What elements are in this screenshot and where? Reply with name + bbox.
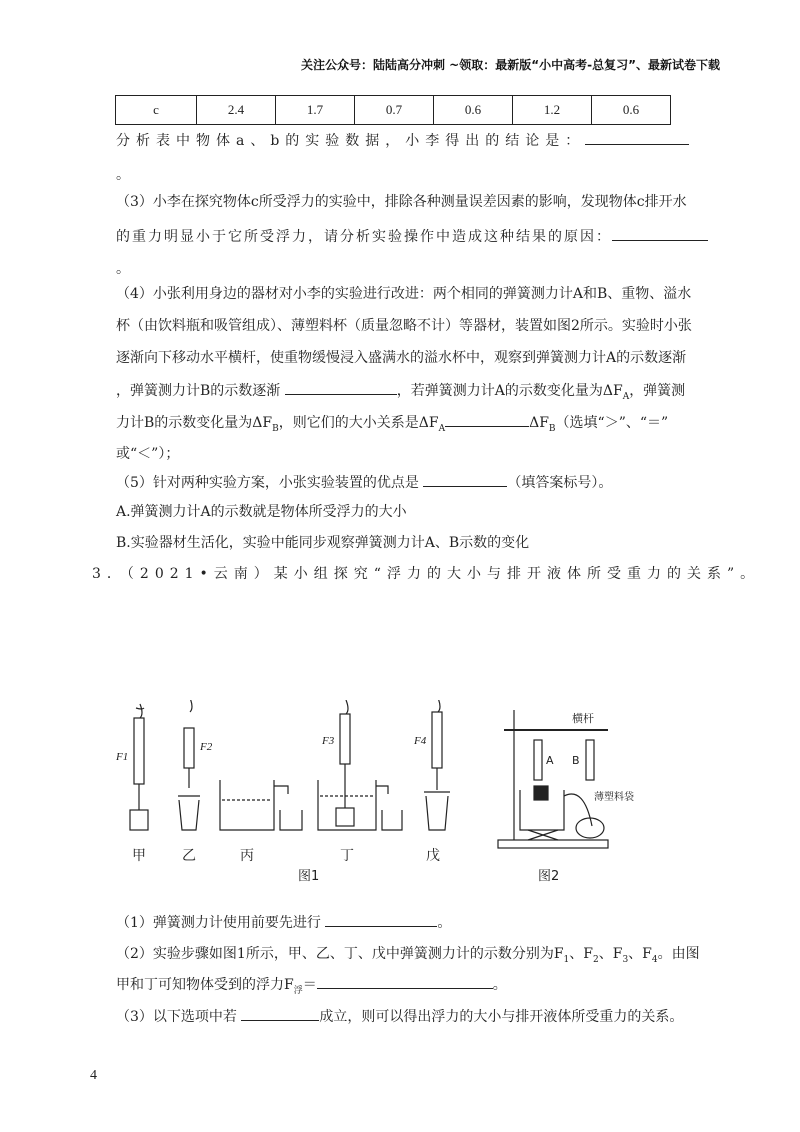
figure-label: 戊: [426, 848, 440, 864]
end-dot: 。: [116, 261, 130, 277]
q4-line-6: 或“＜”）；: [116, 446, 180, 462]
s1-text: 。: [437, 915, 452, 931]
option-a: A.弹簧测力计A的示数就是物体所受浮力的大小: [116, 504, 407, 520]
figure-label: 丁: [340, 848, 354, 864]
answer-blank[interactable]: [445, 412, 529, 427]
option-b: B.实验器材生活化，实验中能同步观察弹簧测力计A、B示数的变化: [116, 535, 530, 551]
s2-text: 甲和丁可知物体受到的浮力F: [116, 977, 294, 993]
table-cell: 0.6: [592, 96, 671, 125]
answer-blank[interactable]: [423, 472, 507, 487]
page-header: 关注公众号：陆陆高分冲刺 ~领取：最新版“小中高考-总复习”、最新试卷下载: [301, 58, 720, 72]
force-label: F2: [200, 741, 213, 753]
q4-text: 力计B的示数变化量为ΔF: [116, 415, 273, 431]
q4-text: ，若弹簧测力计A的示数变化量为ΔF: [396, 383, 623, 399]
s3-text: 成立，则可以得出浮力的大小与排开液体所受重力的关系。: [319, 1009, 684, 1025]
table-cell: c: [116, 96, 197, 125]
answer-blank[interactable]: [317, 974, 493, 989]
table-cell: 2.4: [197, 96, 276, 125]
subscript: B: [548, 423, 556, 434]
table-cell: 0.6: [434, 96, 513, 125]
answer-blank[interactable]: [585, 130, 689, 145]
table-cell: 1.7: [276, 96, 355, 125]
subscript: B: [272, 423, 279, 434]
q2-conclusion-text: 分析表中物体a、b的实验数据，小李得出的结论是：: [116, 133, 586, 149]
force-label: F3: [322, 735, 335, 747]
text-line: [116, 472, 612, 493]
s2-text: 。由图: [657, 946, 700, 962]
figure-experiment: [108, 700, 648, 890]
q4-line-1: （4）小张利用身边的器材对小李的实验进行改进：两个相同的弹簧测力计A和B、重物、溢水: [116, 286, 692, 302]
q4-line-3: 逐渐向下移动水平横杆，使重物缓慢浸入盛满水的溢水杯中，观察到弹簧测力计A的示数逐渐: [116, 350, 687, 366]
subscript: A: [438, 423, 446, 434]
table-cell: 0.7: [355, 96, 434, 125]
s2-text: 。: [492, 977, 507, 993]
scale-b-label: B: [572, 754, 580, 767]
q4-text: ，弹簧测力计B的示数逐渐: [116, 383, 281, 399]
s3-text: （3）以下选项中若: [116, 1009, 237, 1025]
text-line: [116, 1006, 683, 1027]
answer-blank[interactable]: [285, 380, 397, 395]
q5-text: （填答案标号）。: [507, 475, 613, 491]
q3-line-1: （3）小李在探究物体c所受浮力的实验中，排除各种测量误差因素的影响，发现物体c排开水: [116, 194, 687, 210]
table-row: [116, 96, 671, 125]
q4-text: ，则它们的大小关系是ΔF: [278, 415, 439, 431]
scale-a-label: A: [546, 754, 554, 767]
problem-3-title: 3．（2021•云南）某小组探究“浮力的大小与排开液体所受重力的关系”。: [92, 566, 761, 582]
figure-caption: 图1: [298, 869, 320, 884]
q4-text: （选填“＞”、“＝”: [555, 415, 669, 431]
text-line: （2）实验步骤如图1所示，甲、乙、丁、戊中弹簧测力计的示数分别为$F_1$、$F_2$、$F_3$、$F_4$。由图: [116, 946, 700, 965]
text-line: [116, 130, 689, 151]
data-table: [115, 95, 671, 125]
answer-blank[interactable]: [241, 1006, 319, 1021]
figure-label: 甲: [132, 848, 146, 864]
table-cell: 1.2: [513, 96, 592, 125]
figure-caption: 图2: [538, 869, 560, 884]
text-line: [116, 226, 708, 247]
bag-label: 薄塑料袋: [594, 792, 634, 803]
figure-label: 丙: [240, 848, 254, 864]
text-line: [116, 380, 685, 407]
q4-text: ，弹簧测: [629, 383, 686, 399]
crossbar-label: 横杆: [572, 712, 594, 725]
text-line: [116, 974, 507, 1001]
page-number: 4: [90, 1068, 97, 1083]
answer-blank[interactable]: [612, 226, 708, 241]
text-line: [116, 412, 668, 439]
subscript: A: [622, 391, 630, 402]
s2-text: ＝: [302, 977, 317, 993]
s1-text: （1）弹簧测力计使用前要先进行: [116, 915, 321, 931]
q4-line-2: 杯（由饮料瓶和吸管组成）、薄塑料杯（质量忽略不计）等器材，装置如图2所示。实验时小张: [116, 318, 692, 334]
subscript: 浮: [293, 985, 303, 996]
experiment-diagram: [108, 700, 648, 890]
force-label: F4: [414, 735, 427, 747]
end-dot: 。: [116, 167, 130, 183]
text-line: [116, 912, 451, 933]
q5-text: （5）针对两种实验方案，小张实验装置的优点是: [116, 475, 419, 491]
q3-line-2: 的重力明显小于它所受浮力，请分析实验操作中造成这种结果的原因：: [116, 229, 612, 245]
q4-text: ΔF: [529, 415, 549, 431]
force-label: F1: [116, 751, 129, 763]
answer-blank[interactable]: [325, 912, 437, 927]
figure-label: 乙: [182, 848, 196, 864]
s2-text: （2）实验步骤如图1所示，甲、乙、丁、戊中弹簧测力计的示数分别为F: [116, 946, 564, 962]
